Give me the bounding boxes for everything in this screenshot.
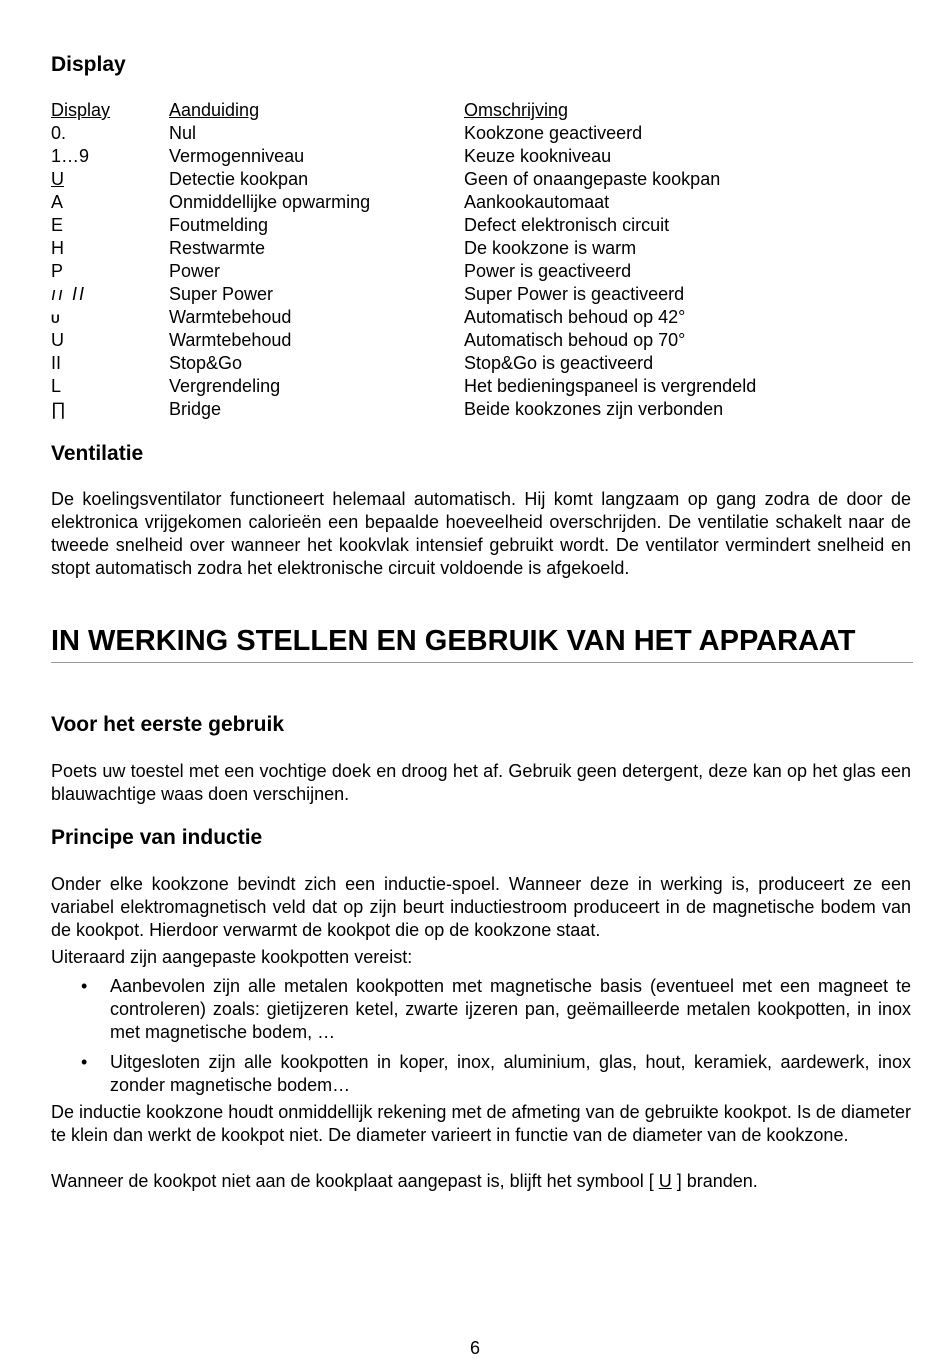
eerste-gebruik-text: Poets uw toestel met een vochtige doek en droog het af. Gebruik geen detergent, deze kan op het glas een blauwachtige waas doen verschijnen. xyxy=(51,761,911,804)
symbol-cell: A xyxy=(51,192,64,212)
bullet-text: Aanbevolen zijn alle metalen kookpotten met magnetische basis (eventueel met een magneet te controleren) zoals: gietijzeren ketel, zwarte ijzeren pan, geëmailleerde metalen kookpotten, in inox met magnetische bodem, … xyxy=(110,976,911,1042)
bullet-text: Uitgesloten zijn alle kookpotten in koper, inox, aluminium, glas, hout, keramiek, aardewerk, inox zonder magnetische bodem… xyxy=(110,1052,911,1095)
table-row xyxy=(51,122,911,145)
label-cell: Detectie kookpan xyxy=(169,169,309,189)
ventilatie-heading: Ventilatie xyxy=(51,442,144,465)
symbol-cell: H xyxy=(51,238,64,258)
para4-after: ] branden. xyxy=(671,1171,758,1191)
symbol-cell: P xyxy=(51,261,64,281)
para4-before: Wanneer de kookpot niet aan de kookplaat aangepast is, blijft het symbool [ xyxy=(51,1171,659,1191)
header-display: Display xyxy=(51,100,111,120)
table-row xyxy=(51,375,911,398)
desc-cell: Automatisch behoud op 42° xyxy=(464,307,686,327)
inductie-heading: Principe van inductie xyxy=(51,826,263,849)
label-cell: Vergrendeling xyxy=(169,376,281,396)
header-omschrijving: Omschrijving xyxy=(464,100,569,120)
label-cell: Vermogenniveau xyxy=(169,146,305,166)
super-power-symbol: ıı II xyxy=(51,284,87,304)
desc-cell: Het bedieningspaneel is vergrendeld xyxy=(464,376,757,396)
desc-cell: Aankookautomaat xyxy=(464,192,610,212)
main-heading: IN WERKING STELLEN EN GEBRUIK VAN HET APPARAAT xyxy=(51,625,913,663)
header-aanduiding: Aanduiding xyxy=(169,100,260,120)
inductie-para1: Onder elke kookzone bevindt zich een inductie-spoel. Wanneer deze in werking is, produceert ze een variabel elektromagnetisch veld dat op zijn beurt inductiestroom produceert in de magnetische bodem van de kookpot. Hierdoor verwarmt de kookpot die op de kookzone staat. xyxy=(51,874,911,940)
table-row xyxy=(51,306,911,329)
label-cell: Foutmelding xyxy=(169,215,269,235)
eerste-gebruik-heading: Voor het eerste gebruik xyxy=(51,713,285,736)
table-row xyxy=(51,214,911,237)
symbol-cell: U xyxy=(51,169,64,189)
symbol-cell: L xyxy=(51,376,62,396)
display-table xyxy=(51,99,911,421)
label-cell: Warmtebehoud xyxy=(169,307,292,327)
table-row xyxy=(51,237,911,260)
desc-cell: Automatisch behoud op 70° xyxy=(464,330,686,350)
inductie-para4 xyxy=(51,1170,911,1193)
inductie-para3: De inductie kookzone houdt onmiddellijk rekening met de afmeting van de gebruikte kookpot. Is de diameter te klein dan werkt de kookpot niet. De diameter varieert in functie van de diameter van de kookzone. xyxy=(51,1102,911,1145)
small-u-symbol: U xyxy=(51,312,60,326)
bullet-list xyxy=(51,975,911,1104)
table-header-row xyxy=(51,99,911,122)
table-row xyxy=(51,352,911,375)
label-cell: Restwarmte xyxy=(169,238,266,258)
table-row xyxy=(51,329,911,352)
label-cell: Warmtebehoud xyxy=(169,330,292,350)
symbol-cell: U xyxy=(51,330,64,350)
desc-cell: Super Power is geactiveerd xyxy=(464,284,685,304)
label-cell: Onmiddellijke opwarming xyxy=(169,192,371,212)
desc-cell: Stop&Go is geactiveerd xyxy=(464,353,654,373)
symbol-cell: 0. xyxy=(51,123,67,143)
desc-cell: Geen of onaangepaste kookpan xyxy=(464,169,721,189)
label-cell: Super Power xyxy=(169,284,274,304)
inductie-para2: Uiteraard zijn aangepaste kookpotten vereist: xyxy=(51,947,413,967)
bullet-icon: • xyxy=(81,976,88,996)
symbol-cell: 1…9 xyxy=(51,146,90,166)
list-item xyxy=(51,975,911,1044)
ventilatie-text: De koelingsventilator functioneert helemaal automatisch. Hij komt langzaam op gang zodra de door de elektronica vrijgekomen calorieën een bepaalde hoeveelheid overschrijden. De ventilatie schakelt naar de tweede snelheid over wanneer het kookvlak intensief gebruikt wordt. De ventilator vermindert snelheid en stopt automatisch zodra het elektronische circuit voldoende is afgekoeld. xyxy=(51,489,911,578)
label-cell: Stop&Go xyxy=(169,353,243,373)
desc-cell: Kookzone geactiveerd xyxy=(464,123,643,143)
table-row xyxy=(51,168,911,191)
list-item xyxy=(51,1051,911,1097)
page-number: 6 xyxy=(469,1338,480,1358)
label-cell: Bridge xyxy=(169,399,222,419)
desc-cell: Power is geactiveerd xyxy=(464,261,632,281)
pan-symbol: U xyxy=(658,1171,672,1191)
desc-cell: De kookzone is warm xyxy=(464,238,637,258)
table-row xyxy=(51,145,911,168)
display-heading: Display xyxy=(51,53,126,76)
symbol-cell: II xyxy=(51,353,62,373)
bullet-icon: • xyxy=(81,1052,88,1072)
desc-cell: Beide kookzones zijn verbonden xyxy=(464,399,724,419)
desc-cell: Keuze kookniveau xyxy=(464,146,612,166)
table-row xyxy=(51,398,911,421)
table-row xyxy=(51,260,911,283)
bridge-symbol: ∏ xyxy=(51,399,66,419)
label-cell: Power xyxy=(169,261,221,281)
table-row xyxy=(51,283,911,306)
desc-cell: Defect elektronisch circuit xyxy=(464,215,670,235)
table-row xyxy=(51,191,911,214)
label-cell: Nul xyxy=(169,123,197,143)
symbol-cell: E xyxy=(51,215,64,235)
